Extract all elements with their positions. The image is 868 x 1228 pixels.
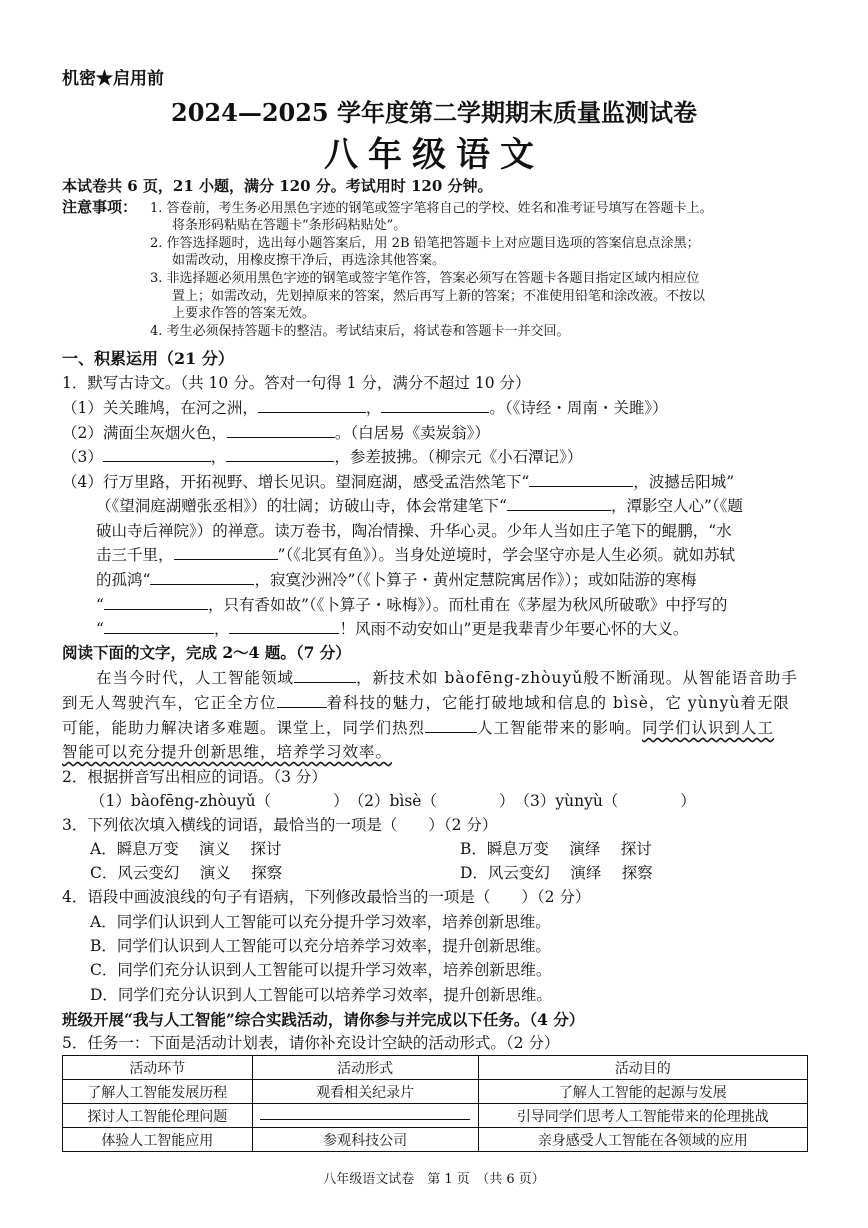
table-cell: 体验人工智能应用 bbox=[63, 1128, 253, 1152]
note-line: 1. 答卷前，考生务必用黑色字迹的钢笔或签字笔将自己的学校、姓名和准考证号填写在答题卡上。 bbox=[150, 201, 713, 216]
table-row bbox=[63, 1104, 808, 1128]
answer-blank[interactable] bbox=[226, 447, 334, 462]
page-footer: 八年级语文试卷 第 1 页 （共 6 页） bbox=[323, 1172, 545, 1187]
confidential-mark: 机密★启用前 bbox=[62, 69, 164, 89]
answer-blank[interactable] bbox=[174, 545, 278, 560]
table-row bbox=[63, 1080, 808, 1104]
passage-line: 在当今时代，人工智能领域 ，新技术如 bàofēng-zhòuyǔ般不断涌现。从智能语音助手 bbox=[96, 669, 798, 687]
answer-blank[interactable] bbox=[227, 423, 335, 438]
reading-intro: 阅读下面的文字，完成 2～4 题。（7 分） bbox=[62, 643, 351, 662]
table-cell: 了解人工智能的起源与发展 bbox=[478, 1080, 807, 1104]
answer-blank[interactable] bbox=[529, 472, 633, 487]
table-cell-blank[interactable] bbox=[252, 1104, 478, 1128]
answer-blank[interactable] bbox=[507, 496, 611, 511]
table-cell: 亲身感受人工智能在各领域的应用 bbox=[478, 1128, 807, 1152]
note-line: 如需改动，用橡皮擦干净后，再选涂其他答案。 bbox=[172, 253, 446, 268]
question-2-stem: 2．根据拼音写出相应的词语。（3 分） bbox=[62, 768, 327, 786]
note-line: 3. 非选择题必须用黑色字迹的钢笔或签字笔作答，答案必须写在答题卡各题目指定区域内相应位 bbox=[150, 271, 700, 286]
subject-title: 八年级语文 bbox=[324, 135, 544, 175]
question-4-stem: 4．语段中画波浪线的句子有语病，下列修改最恰当的一项是（ ）（2 分） bbox=[62, 888, 591, 906]
activity-intro: 班级开展“我与人工智能”综合实践活动，请你参与并完成以下任务。（4 分） bbox=[62, 1010, 585, 1029]
table-cell: 引导同学们思考人工智能带来的伦理挑战 bbox=[478, 1104, 807, 1128]
option-c: C．同学们充分认识到人工智能可以提升学习效率，培养创新思维。 bbox=[90, 961, 552, 979]
table-cell: 观看相关纪录片 bbox=[252, 1080, 478, 1104]
table-header: 活动目的 bbox=[478, 1056, 807, 1080]
question-1-stem: 1．默写古诗文。（共 10 分。答对一句得 1 分，满分不超过 10 分） bbox=[62, 374, 531, 392]
passage-line: 到无人驾驶汽车，它正全方位 着科技的魅力，它能打破地域和信息的 bìsè，它 yùnyù着无限 bbox=[62, 694, 790, 712]
answer-blank[interactable] bbox=[260, 1107, 470, 1120]
answer-blank[interactable] bbox=[425, 718, 477, 733]
notes-label: 注意事项： bbox=[62, 198, 138, 216]
table-cell: 参观科技公司 bbox=[252, 1128, 478, 1152]
answer-blank[interactable] bbox=[381, 398, 489, 413]
table-row bbox=[63, 1128, 808, 1152]
q1-item-4-line: （《望洞庭湖赠张丞相》）的壮阔；访破山寺，体会常建笔下“ ，潭影空人心”（《题 bbox=[96, 497, 743, 515]
note-line: 上要求作答的答案无效。 bbox=[172, 306, 316, 321]
table-header-row bbox=[63, 1056, 808, 1080]
exam-info: 本试卷共 6 页，21 小题，满分 120 分。考试用时 120 分钟。 bbox=[62, 177, 493, 195]
q1-item-4-line: 击三千里， ”（《北冥有鱼》）。当身处逆境时，学会坚守亦是人生必须。就如苏轼 bbox=[96, 546, 735, 564]
option-b: B．瞬息万变 演绎 探讨 bbox=[460, 840, 652, 858]
q1-item-4-line: “ ，只有香如故”（《卜算子・咏梅》）。而杜甫在《茅屋为秋风所破歌》中抒写的 bbox=[96, 596, 728, 614]
answer-blank[interactable] bbox=[277, 693, 327, 708]
answer-blank[interactable] bbox=[104, 595, 208, 610]
q1-item-4-line: 破山寺后禅院》）的禅意。读万卷书，陶冶情操、升华心灵。少年人当如庄子笔下的鲲鹏，“水 bbox=[96, 522, 732, 540]
answer-blank[interactable] bbox=[103, 447, 211, 462]
exam-title: 2024—2025 学年度第二学期期末质量监测试卷 bbox=[171, 98, 697, 127]
answer-blank[interactable] bbox=[229, 619, 339, 634]
question-3-stem: 3．下列依次填入横线的词语，最恰当的一项是（ ）（2 分） bbox=[62, 816, 498, 834]
option-d: D．同学们充分认识到人工智能可以培养学习效率，提升创新思维。 bbox=[90, 986, 552, 1004]
table-header: 活动环节 bbox=[63, 1056, 253, 1080]
table-cell: 探讨人工智能伦理问题 bbox=[63, 1104, 253, 1128]
answer-blank[interactable] bbox=[150, 570, 254, 585]
option-a: A．同学们认识到人工智能可以充分提升学习效率，培养创新思维。 bbox=[90, 913, 551, 931]
passage-line: 可能，能助力解决诸多难题。课堂上，同学们热烈 人工智能带来的影响。同学们认识到人工 bbox=[62, 719, 775, 737]
answer-blank[interactable] bbox=[104, 619, 214, 634]
activity-plan-table bbox=[62, 1055, 808, 1152]
option-c: C．风云变幻 演义 探察 bbox=[90, 864, 283, 882]
table-header: 活动形式 bbox=[252, 1056, 478, 1080]
note-line: 2. 作答选择题时，选出每小题答案后，用 2B 铅笔把答题卡上对应题目选项的答案信息点涂黑； bbox=[150, 236, 700, 251]
answer-blank[interactable] bbox=[294, 668, 356, 683]
q1-item-4-line: 的孤鸿“ ，寂寞沙洲冷”（《卜算子・黄州定慧院寓居作》）；或如陆游的寒梅 bbox=[96, 571, 697, 589]
q1-item-3: （3） ， ，参差披拂。（柳宗元《小石潭记》） bbox=[62, 448, 583, 466]
passage-line-wavy: 智能可以充分提升创新思维，培养学习效率。 bbox=[62, 743, 393, 761]
option-b: B．同学们认识到人工智能可以充分培养学习效率，提升创新思维。 bbox=[90, 937, 551, 955]
q1-item-1: （1）关关雎鸠，在河之洲， ， 。（《诗经・周南・关雎》） bbox=[62, 399, 668, 417]
option-d: D．风云变幻 演绎 探察 bbox=[460, 864, 653, 882]
note-line: 4. 考生必须保持答题卡的整洁。考试结束后，将试卷和答题卡一并交回。 bbox=[150, 324, 570, 339]
q1-item-2: （2）满面尘灰烟火色， 。（白居易《卖炭翁》） bbox=[62, 424, 490, 442]
q1-item-4-line: “ ， ！风雨不动安如山”更是我辈青少年要心怀的大义。 bbox=[96, 620, 689, 638]
note-line: 置上；如需改动，先划掉原来的答案，然后再写上新的答案；不准使用铅笔和涂改液。不按以 bbox=[172, 289, 706, 304]
note-line: 将条形码粘贴在答题卡“条形码粘贴处”。 bbox=[172, 218, 407, 233]
section-heading: 一、积累运用（21 分） bbox=[62, 349, 234, 368]
q1-item-4-line: （4）行万里路，开拓视野、增长见识。望洞庭湖，感受孟浩然笔下“ ，波撼岳阳城” bbox=[62, 473, 735, 491]
question-5-stem: 5．任务一：下面是活动计划表，请你补充设计空缺的活动形式。（2 分） bbox=[62, 1034, 560, 1052]
option-a: A．瞬息万变 演义 探讨 bbox=[90, 840, 282, 858]
question-2-items: （1）bàofēng-zhòuyǔ（ ） （2）bìsè（ ） （3）yùnyù（ ） bbox=[90, 792, 696, 810]
table-cell: 了解人工智能发展历程 bbox=[63, 1080, 253, 1104]
answer-blank[interactable] bbox=[258, 398, 366, 413]
